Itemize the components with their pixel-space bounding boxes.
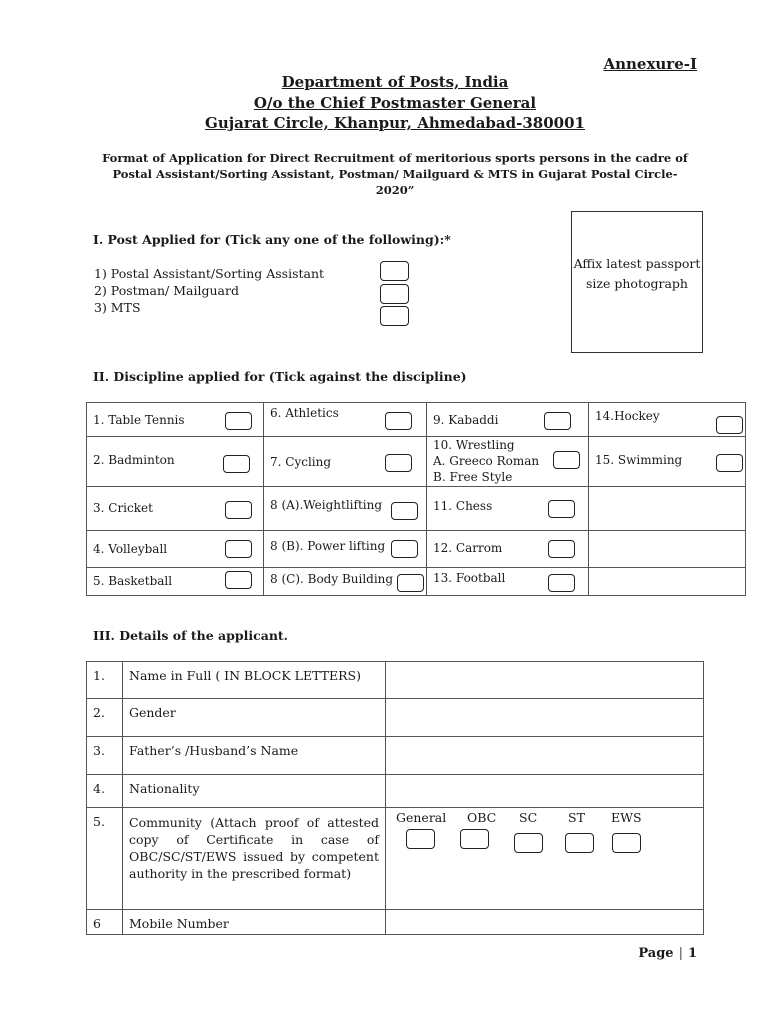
gender-input-cell[interactable]: [386, 699, 704, 737]
field-label-nationality: Nationality: [123, 775, 386, 808]
page-label: Page: [638, 946, 674, 961]
cricket-checkbox[interactable]: [225, 501, 252, 519]
discipline-football: 13. Football: [433, 571, 506, 585]
athletics-checkbox[interactable]: [385, 412, 412, 430]
field-label-mobile: Mobile Number: [123, 910, 386, 935]
cycling-checkbox[interactable]: [385, 454, 412, 472]
row-number: 6: [87, 910, 123, 935]
community-ews-label: EWS: [611, 810, 642, 825]
field-label-gender: Gender: [123, 699, 386, 737]
discipline-cell: [87, 437, 264, 487]
post-option-mts: 3) MTS: [94, 300, 141, 315]
community-sc-checkbox[interactable]: [514, 833, 543, 853]
community-options-cell: [386, 808, 704, 910]
post-postman-checkbox[interactable]: [380, 284, 409, 304]
community-obc-checkbox[interactable]: [460, 829, 489, 849]
swimming-checkbox[interactable]: [716, 454, 743, 472]
page-number: [638, 946, 697, 961]
table-tennis-checkbox[interactable]: [225, 412, 252, 430]
weightlifting-checkbox[interactable]: [391, 502, 418, 520]
office-title: O/o the Chief Postmaster General: [253, 94, 537, 112]
discipline-cricket: 3. Cricket: [93, 501, 153, 515]
chess-checkbox[interactable]: [548, 500, 575, 518]
discipline-carrom: 12. Carrom: [433, 541, 503, 555]
discipline-cell-empty: [589, 487, 746, 531]
powerlifting-checkbox[interactable]: [391, 540, 418, 558]
mobile-input-cell[interactable]: [386, 910, 704, 935]
annexure-label: Annexure-I: [603, 55, 697, 73]
applicant-details-table: [86, 661, 704, 935]
community-options: [386, 808, 703, 908]
father-husband-input-cell[interactable]: [386, 737, 704, 775]
discipline-wrestling-greeco: A. Greeco Roman: [433, 454, 540, 468]
discipline-cell: [427, 531, 589, 568]
discipline-cycling: 7. Cycling: [270, 455, 332, 469]
post-option-pa-sa: 1) Postal Assistant/Sorting Assistant: [94, 266, 325, 281]
wrestling-checkbox[interactable]: [553, 451, 580, 469]
basketball-checkbox[interactable]: [225, 571, 252, 589]
department-title: Department of Posts, India: [281, 73, 509, 91]
discipline-chess: 11. Chess: [433, 499, 493, 513]
discipline-cell: [87, 531, 264, 568]
discipline-wrestling-freestyle: B. Free Style: [433, 470, 513, 484]
discipline-weightlifting: 8 (A).Weightlifting: [270, 498, 383, 512]
row-number: 4.: [87, 775, 123, 808]
discipline-basketball: 5. Basketball: [93, 574, 173, 588]
community-ews-checkbox[interactable]: [612, 833, 641, 853]
field-label-father-husband: Father’s /Husband’s Name: [123, 737, 386, 775]
discipline-cell: [264, 531, 427, 568]
discipline-cell: [87, 568, 264, 596]
row-number: 5.: [87, 808, 123, 910]
discipline-cell-empty: [589, 531, 746, 568]
football-checkbox[interactable]: [548, 574, 575, 592]
row-number: 2.: [87, 699, 123, 737]
post-pa-sa-checkbox[interactable]: [380, 261, 409, 281]
community-general-label: General: [396, 810, 447, 825]
discipline-cell: [427, 568, 589, 596]
form-intro: Format of Application for Direct Recruitment of meritorious sports persons in the cadre of Postal Assistant/Sorting Assistant, Postman/ Mailguard & MTS in Gujarat Postal Circle-2020”: [102, 151, 688, 197]
discipline-swimming: 15. Swimming: [595, 453, 683, 467]
carrom-checkbox[interactable]: [548, 540, 575, 558]
discipline-cell: [264, 437, 427, 487]
discipline-bodybuilding: 8 (C). Body Building: [270, 572, 394, 586]
community-st-label: ST: [568, 810, 585, 825]
section-post-title: I. Post Applied for (Tick any one of the following):*: [93, 232, 451, 247]
discipline-hockey: 14.Hockey: [595, 409, 660, 423]
section-discipline-title: II. Discipline applied for (Tick against the discipline): [93, 369, 467, 384]
page-separator: |: [678, 946, 683, 961]
community-st-checkbox[interactable]: [565, 833, 594, 853]
community-general-checkbox[interactable]: [406, 829, 435, 849]
discipline-volleyball: 4. Volleyball: [93, 542, 168, 556]
discipline-cell-empty: [589, 568, 746, 596]
discipline-cell: [264, 487, 427, 531]
discipline-kabaddi: 9. Kabaddi: [433, 413, 499, 427]
discipline-powerlifting: 8 (B). Power lifting: [270, 539, 386, 553]
discipline-athletics: 6. Athletics: [270, 406, 339, 420]
discipline-table: [86, 402, 746, 596]
bodybuilding-checkbox[interactable]: [397, 574, 424, 592]
nationality-input-cell[interactable]: [386, 775, 704, 808]
discipline-cell: [427, 487, 589, 531]
discipline-cell: [264, 403, 427, 437]
section-applicant-title: III. Details of the applicant.: [93, 628, 289, 643]
volleyball-checkbox[interactable]: [225, 540, 252, 558]
field-label-name: Name in Full ( IN BLOCK LETTERS): [123, 662, 386, 699]
post-option-postman: 2) Postman/ Mailguard: [94, 283, 239, 298]
page-number-value: 1: [687, 946, 697, 961]
discipline-cell: [264, 568, 427, 596]
community-sc-label: SC: [519, 810, 538, 825]
discipline-badminton: 2. Badminton: [93, 453, 175, 467]
discipline-wrestling: 10. Wrestling: [433, 438, 515, 452]
photo-instruction: Affix latest passport size photograph: [573, 256, 701, 291]
badminton-checkbox[interactable]: [223, 455, 250, 473]
row-number: 3.: [87, 737, 123, 775]
row-number: 1.: [87, 662, 123, 699]
discipline-cell: [589, 437, 746, 487]
discipline-cell: [87, 403, 264, 437]
discipline-cell: [589, 403, 746, 437]
name-input-cell[interactable]: [386, 662, 704, 699]
discipline-cell: [427, 437, 589, 487]
field-label-community: Community (Attach proof of attested copy of Certificate in case of OBC/SC/ST/EWS issued by competent authority in the prescribed format): [123, 808, 386, 910]
discipline-cell: [427, 403, 589, 437]
discipline-table-tennis: 1. Table Tennis: [93, 413, 185, 427]
address-title: Gujarat Circle, Khanpur, Ahmedabad-380001: [205, 114, 585, 132]
hockey-checkbox[interactable]: [716, 416, 743, 434]
community-obc-label: OBC: [467, 810, 497, 825]
post-mts-checkbox[interactable]: [380, 306, 409, 326]
photo-placeholder: [571, 211, 703, 353]
discipline-cell: [87, 487, 264, 531]
kabaddi-checkbox[interactable]: [544, 412, 571, 430]
